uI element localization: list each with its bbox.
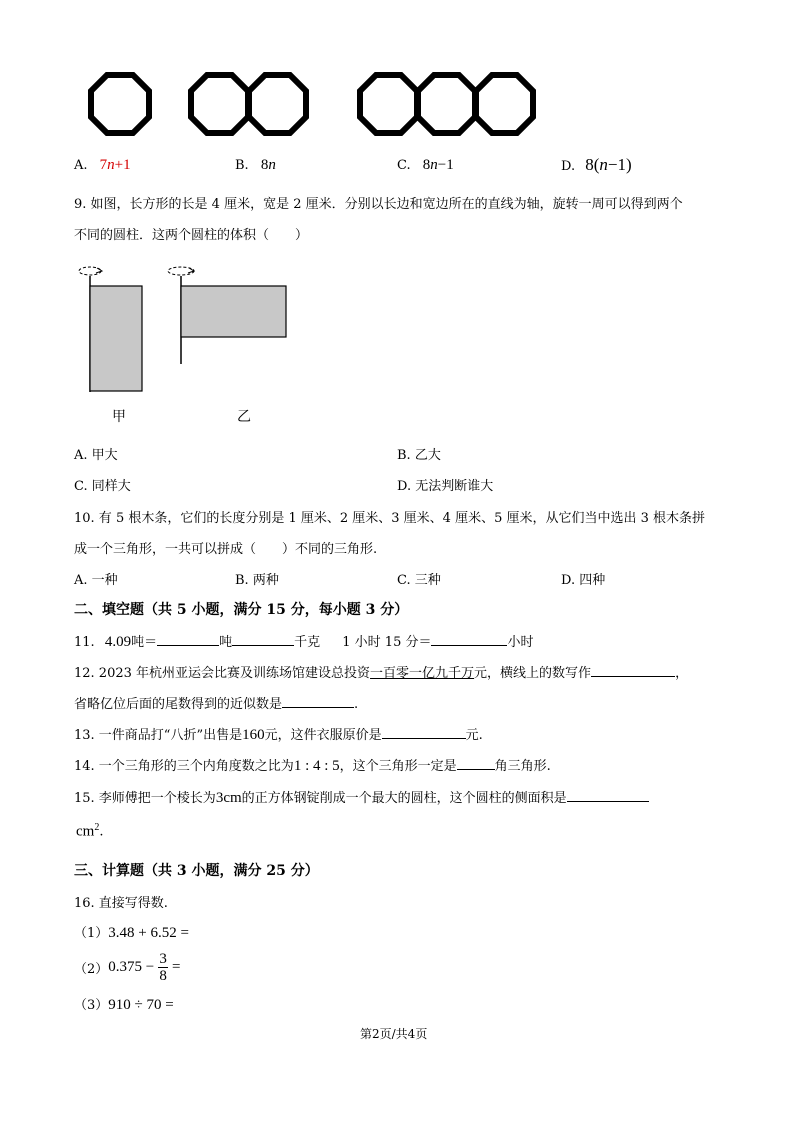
q10-stem-line2: 成一个三角形，一共可以拼成（ ）不同的三角形. xyxy=(74,542,378,557)
q15-line2: $cm^2$. xyxy=(76,822,104,840)
octagon-1-of-2 xyxy=(191,75,248,133)
q8-option-d[interactable]: D. 8(n−1) xyxy=(561,155,632,174)
octagon-2-of-3 xyxy=(418,75,475,133)
rectangle-yi xyxy=(181,286,286,337)
q8-option-b[interactable]: B. 8n xyxy=(235,157,276,173)
page-footer: 第2页/共4页 xyxy=(360,1027,428,1041)
q11-blank-1[interactable] xyxy=(157,633,219,646)
q9-option-b[interactable]: B. 乙大 xyxy=(397,448,441,463)
q14-blank[interactable] xyxy=(457,757,495,770)
q10-option-c[interactable]: C. 三种 xyxy=(397,573,441,588)
q15-line1: 15. 李师傅把一个棱长为3cm的正方体钢锭削成一个最大的圆柱，这个圆柱的侧面积是 xyxy=(74,787,649,807)
q12-line2: 省略亿位后面的尾数得到的近似数是 . xyxy=(74,697,359,712)
q13: 13. 一件商品打“八折”出售是160元，这件衣服原价是 元. xyxy=(74,727,483,743)
q12-blank-2[interactable] xyxy=(282,695,354,708)
octagon-1-of-3 xyxy=(360,75,417,133)
q16-item-1: （1）3.48 + 6.52 = xyxy=(74,925,189,941)
q9-stem-line2: 不同的圆柱．这两个圆柱的体积（ ） xyxy=(74,228,309,243)
q12-blank-1[interactable] xyxy=(591,664,675,677)
q13-blank[interactable] xyxy=(382,726,466,739)
octagon-1-of-1 xyxy=(91,75,149,133)
q9-option-c[interactable]: C. 同样大 xyxy=(74,479,131,494)
octagon-3-of-3 xyxy=(476,75,533,133)
octagon-2-of-2 xyxy=(249,75,306,133)
q11-blank-2[interactable] xyxy=(232,633,294,646)
q12-line1: 12. 2023 年杭州亚运会比赛及训练场馆建设总投资一百零一亿九千万元，横线上的数写作 ， xyxy=(74,666,689,681)
q15-blank[interactable] xyxy=(567,789,649,802)
q8-option-c[interactable]: C. 8n−1 xyxy=(397,157,454,173)
figure-label-yi: 乙 xyxy=(237,409,251,425)
rotation-rectangles-figure xyxy=(70,260,300,400)
section-2-heading: 二、填空题（共 5 小题，满分 15 分，每小题 3 分） xyxy=(74,602,409,618)
q9-stem-line1: 9. 如图，长方形的长是 4 厘米，宽是 2 厘米．分别以长边和宽边所在的直线为轴，旋转一周可以得到两个 xyxy=(74,197,683,212)
q10-option-b[interactable]: B. 两种 xyxy=(235,573,279,588)
q10-stem-line1: 10. 有 5 根木条，它们的长度分别是 1 厘米、2 厘米、3 厘米、4 厘米、5 厘米，从它们当中选出 3 根木条拼 xyxy=(74,511,706,526)
q9-option-a[interactable]: A. 甲大 xyxy=(74,448,118,463)
q10-option-d[interactable]: D. 四种 xyxy=(561,573,606,588)
q16-item-2: （2）0.375 − $\frac{3}{8}$ = xyxy=(74,951,181,984)
q8-option-a[interactable]: A. 7n+1 xyxy=(74,157,131,173)
q16-title: 16. 直接写得数. xyxy=(74,896,168,911)
rectangle-jia xyxy=(90,286,142,391)
q14: 14. 一个三角形的三个内角度数之比为1 : 4 : 5，这个三角形一定是 角三角形. xyxy=(74,758,551,774)
q11: 11. 4.09吨＝ 吨 千克 1 小时 15 分＝ 小时 xyxy=(74,634,534,650)
q10-option-a[interactable]: A. 一种 xyxy=(74,573,118,588)
figure-label-jia: 甲 xyxy=(112,409,126,425)
octagon-chains-figure xyxy=(80,68,550,140)
q9-option-d[interactable]: D. 无法判断谁大 xyxy=(397,479,494,494)
section-3-heading: 三、计算题（共 3 小题，满分 25 分） xyxy=(74,863,319,879)
q11-blank-3[interactable] xyxy=(431,633,507,646)
fraction-3-8: $\frac{3}{8}$ xyxy=(159,951,167,984)
q16-item-3: （3）910 ÷ 70 = xyxy=(74,997,174,1013)
